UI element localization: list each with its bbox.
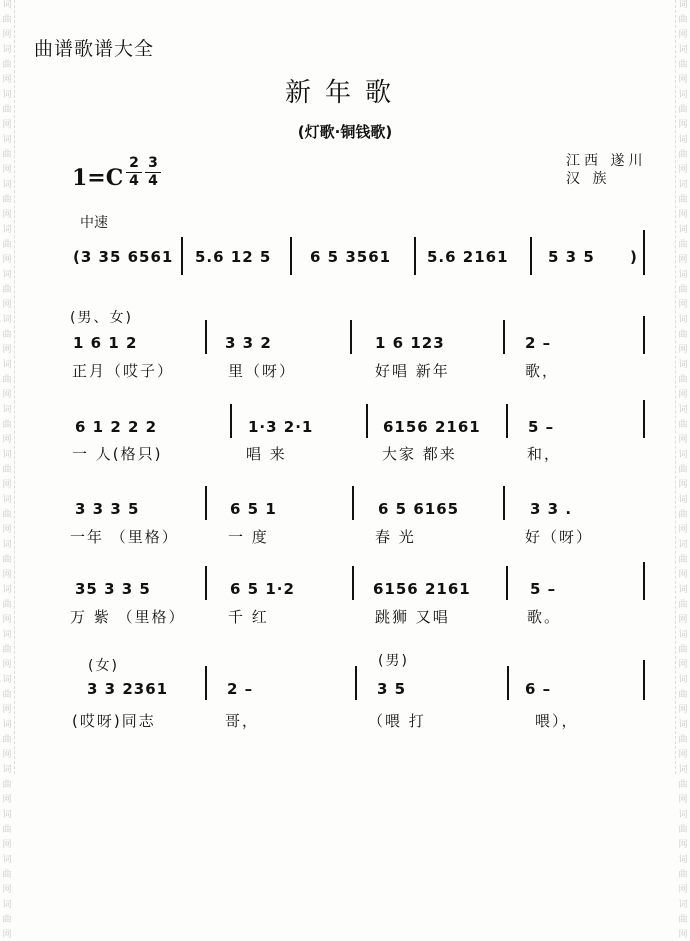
watermark-glyph: 曲 [678,780,688,790]
measure-notes: 35 3 3 5 [75,580,151,598]
watermark-glyph: 网 [2,930,12,940]
measure-notes: 5.6 12 5 [195,248,272,266]
measure-notes: 3 3 . [530,500,573,518]
watermark-glyph: 曲 [2,420,12,430]
watermark-glyph: 曲 [678,420,688,430]
origin-ethnicity: 汉 族 [566,171,611,187]
watermark-glyph: 网 [2,120,12,130]
watermark-glyph: 网 [678,165,688,175]
watermark-glyph: 词 [2,180,12,190]
watermark-glyph: 词 [2,900,12,910]
watermark-glyph: 曲 [678,510,688,520]
bar-line [230,404,232,438]
meter-denominator: 4 [148,173,158,189]
bar-line [205,666,207,700]
measure-notes: 6 5 1 [230,500,277,518]
watermark-glyph: 词 [678,405,688,415]
measure-notes: 3 3 3 5 [75,500,140,518]
lyric-text: 春 光 [375,528,416,546]
bar-line [205,566,207,600]
watermark-glyph: 词 [2,135,12,145]
watermark-glyph: 网 [2,480,12,490]
watermark-glyph: 词 [678,720,688,730]
measure-notes: 5 – [528,418,555,436]
watermark-glyph: 词 [678,630,688,640]
watermark-glyph: 词 [2,225,12,235]
measure-notes: 6156 2161 [373,580,471,598]
bar-line [414,237,416,275]
watermark-glyph: 词 [678,765,688,775]
watermark-glyph: 网 [2,525,12,535]
lyric-text: 大家 都来 [382,445,457,463]
watermark-glyph: 词 [2,450,12,460]
origin-region: 江西 遂川 [566,153,647,169]
watermark-glyph: 词 [2,540,12,550]
watermark-glyph: 曲 [678,60,688,70]
page-title: 新年歌 [284,78,405,108]
score-line-4 [65,500,653,517]
watermark-glyph: 词 [678,180,688,190]
watermark-glyph: 网 [2,210,12,220]
watermark-glyph: 词 [678,360,688,370]
song-subtitle: (灯歌·铜钱歌) [297,123,393,141]
measure-notes: 6 5 6165 [378,500,460,518]
watermark-glyph: 词 [2,405,12,415]
score-line-1 [65,248,653,265]
score-line-3 [65,418,653,435]
watermark-glyph: 曲 [2,60,12,70]
watermark-glyph: 曲 [2,600,12,610]
watermark-glyph: 网 [2,345,12,355]
bar-line [290,237,292,275]
watermark-glyph: 曲 [678,15,688,25]
watermark-glyph: 网 [678,750,688,760]
watermark-glyph: 曲 [2,555,12,565]
watermark-glyph: 网 [2,300,12,310]
watermark-glyph: 网 [678,120,688,130]
watermark-glyph: 曲 [678,465,688,475]
site-name: 曲谱歌谱大全 [34,38,155,60]
bar-line [643,316,645,354]
watermark-glyph: 词 [678,495,688,505]
lyric-text: 和， [527,445,562,463]
watermark-glyph: 网 [2,705,12,715]
watermark-glyph: 词 [2,810,12,820]
watermark-glyph: 网 [678,300,688,310]
bar-line [205,320,207,354]
bar-line [366,404,368,438]
watermark-glyph: 曲 [2,735,12,745]
watermark-glyph: 词 [2,855,12,865]
lyric-text: （喂 打 [368,712,426,730]
watermark-glyph: 网 [2,165,12,175]
watermark-glyph: 网 [2,795,12,805]
bar-line [643,562,645,600]
watermark-glyph: 曲 [2,375,12,385]
watermark-glyph: 曲 [678,825,688,835]
watermark-glyph: 曲 [2,240,12,250]
score-line-6 [65,680,653,697]
watermark-glyph: 网 [678,75,688,85]
watermark-glyph: 网 [2,615,12,625]
lyric-text: 一 人(格只) [72,445,163,463]
lyric-text: 唱 来 [246,445,287,463]
watermark-glyph: 网 [678,885,688,895]
lyric-text: 歌， [525,362,560,380]
bar-line [355,666,357,700]
watermark-glyph: 曲 [678,240,688,250]
watermark-glyph: 词 [678,270,688,280]
watermark-column-right [675,0,690,940]
watermark-glyph: 网 [2,570,12,580]
watermark-glyph: 曲 [2,915,12,925]
watermark-glyph: 词 [2,495,12,505]
measure-notes: 5 3 5 [548,248,595,266]
watermark-glyph: 词 [678,0,688,10]
bar-line [530,237,532,275]
watermark-glyph: 词 [2,765,12,775]
watermark-glyph: 曲 [678,105,688,115]
watermark-glyph: 网 [2,840,12,850]
measure-notes: 1 6 123 [375,334,445,352]
watermark-glyph: 词 [678,540,688,550]
watermark-glyph: 词 [678,900,688,910]
watermark-glyph: 曲 [2,15,12,25]
watermark-glyph: 词 [678,585,688,595]
lyric-text: 千 红 [228,608,269,626]
watermark-glyph: 网 [678,390,688,400]
lyric-text: 万 紫 （里格） [70,608,186,626]
watermark-glyph: 曲 [2,285,12,295]
watermark-glyph: 网 [2,390,12,400]
watermark-glyph: 曲 [2,870,12,880]
lyric-text: 歌。 [527,608,562,626]
bar-line [503,486,505,520]
measure-notes: 6156 2161 [383,418,481,436]
watermark-glyph: 曲 [2,780,12,790]
watermark-glyph: 曲 [678,735,688,745]
voice-label: (男、女) [70,310,133,326]
watermark-glyph: 词 [678,315,688,325]
meter-numerator: 2 [129,155,139,171]
lyric-text: 跳狮 又唱 [375,608,450,626]
watermark-glyph: 词 [2,360,12,370]
bar-line [352,566,354,600]
watermark-glyph: 词 [2,675,12,685]
measure-notes: 1 6 1 2 [73,334,138,352]
watermark-glyph: 曲 [678,915,688,925]
watermark-glyph: 网 [678,345,688,355]
watermark-glyph: 词 [678,855,688,865]
score-line-5 [65,580,653,597]
watermark-glyph: 网 [678,210,688,220]
watermark-glyph: 曲 [2,510,12,520]
watermark-glyph: 网 [678,705,688,715]
bar-line [643,400,645,438]
watermark-glyph: 词 [678,675,688,685]
bar-line [643,660,645,700]
tempo-marking: 中速 [80,215,108,231]
lyric-text: 一 度 [228,528,269,546]
key-signature: 1=C [72,165,124,191]
watermark-glyph: 词 [2,45,12,55]
watermark-glyph: 词 [678,450,688,460]
watermark-glyph: 曲 [678,600,688,610]
watermark-glyph: 网 [678,660,688,670]
watermark-glyph: 曲 [678,330,688,340]
watermark-glyph: 网 [2,750,12,760]
watermark-column-left [0,0,15,940]
watermark-glyph: 网 [678,570,688,580]
measure-notes: 3 3 2361 [87,680,169,698]
measure-notes: 5.6 2161 [427,248,509,266]
measure-notes: 6 – [525,680,552,698]
watermark-glyph: 曲 [678,555,688,565]
watermark-glyph: 词 [678,45,688,55]
watermark-glyph: 曲 [2,690,12,700]
measure-notes: 5 – [530,580,557,598]
watermark-glyph: 曲 [678,690,688,700]
watermark-glyph: 曲 [2,825,12,835]
watermark-glyph: 曲 [2,465,12,475]
bar-line [205,486,207,520]
measure-notes: 6 1 2 2 2 [75,418,158,436]
bar-line [643,230,645,275]
watermark-glyph: 曲 [2,150,12,160]
watermark-glyph: 曲 [2,330,12,340]
watermark-glyph: 词 [678,225,688,235]
bar-line [503,320,505,354]
watermark-glyph: 网 [678,435,688,445]
meter-denominator: 4 [129,173,139,189]
measure-notes: 6 5 3561 [310,248,392,266]
watermark-glyph: 词 [2,90,12,100]
watermark-glyph: 网 [2,75,12,85]
watermark-glyph: 网 [2,255,12,265]
meter-numerator: 3 [148,155,158,171]
watermark-glyph: 词 [678,135,688,145]
watermark-glyph: 网 [678,615,688,625]
watermark-glyph: 曲 [678,870,688,880]
measure-notes: (3 35 6561 [73,248,174,266]
score-line-2 [65,334,653,351]
voice-label-female: (女) [88,658,119,674]
lyric-text: 一年 （里格） [70,528,179,546]
lyric-text: 喂）， [535,712,579,730]
bar-line [506,404,508,438]
watermark-glyph: 词 [2,270,12,280]
watermark-glyph: 词 [2,630,12,640]
watermark-glyph: 曲 [2,645,12,655]
watermark-glyph: 曲 [678,375,688,385]
lyric-text: 好（呀） [525,528,594,546]
measure-notes: 1·3 2·1 [248,418,314,436]
watermark-glyph: 网 [2,885,12,895]
time-signature-2-4 [126,156,142,189]
measure-notes: 2 – [227,680,254,698]
watermark-glyph: 网 [678,525,688,535]
measure-notes: 6 5 1·2 [230,580,295,598]
lyric-text: 哥， [225,712,260,730]
watermark-glyph: 曲 [678,195,688,205]
bar-line [352,486,354,520]
watermark-glyph: 网 [2,30,12,40]
bar-line [507,666,509,700]
lyric-text: (哎呀)同志 [72,712,156,730]
watermark-glyph: 曲 [678,645,688,655]
watermark-glyph: 网 [678,930,688,940]
voice-label-male: (男) [378,653,409,669]
measure-notes: 3 3 2 [225,334,272,352]
watermark-glyph: 网 [678,480,688,490]
watermark-glyph: 词 [2,315,12,325]
time-signature-3-4 [145,156,161,189]
bar-line [181,237,183,275]
watermark-glyph: 网 [2,435,12,445]
watermark-glyph: 网 [2,660,12,670]
watermark-glyph: 网 [678,255,688,265]
measure-notes: ) [630,248,638,266]
measure-notes: 3 5 [377,680,407,698]
measure-notes: 2 – [525,334,552,352]
lyric-text: 里（呀） [228,362,297,380]
watermark-glyph: 曲 [2,195,12,205]
watermark-glyph: 词 [678,810,688,820]
watermark-glyph: 曲 [2,105,12,115]
lyric-text: 好唱 新年 [375,362,450,380]
bar-line [506,566,508,600]
watermark-glyph: 词 [2,720,12,730]
watermark-glyph: 网 [678,30,688,40]
bar-line [350,320,352,354]
watermark-glyph: 曲 [678,150,688,160]
watermark-glyph: 词 [2,585,12,595]
lyric-text: 正月（哎子） [72,362,175,380]
watermark-glyph: 网 [678,840,688,850]
watermark-glyph: 网 [678,795,688,805]
watermark-glyph: 曲 [678,285,688,295]
watermark-glyph: 词 [2,0,12,10]
watermark-glyph: 词 [678,90,688,100]
